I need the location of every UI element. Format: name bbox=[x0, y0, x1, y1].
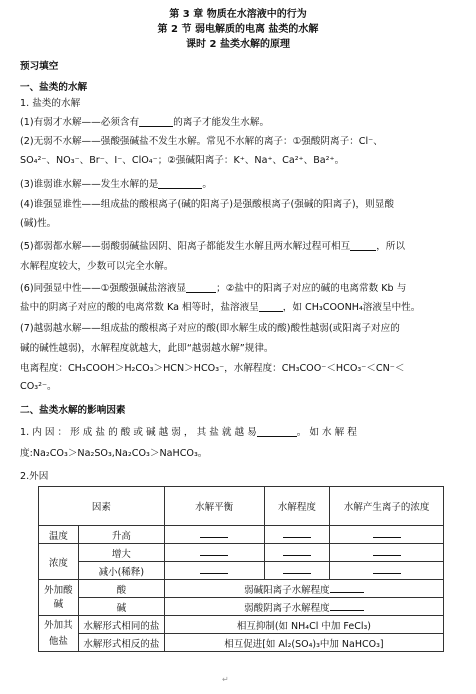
col-header-ion-conc: 水解产生离子的浓度 bbox=[330, 487, 444, 526]
ionization-order-cont: CO₃²⁻。 bbox=[20, 381, 57, 392]
fill-blank[interactable] bbox=[373, 564, 401, 574]
fill-blank[interactable] bbox=[373, 546, 401, 556]
internal-factor-cont: 度:Na₂CO₃＞Na₂SO₃,Na₂CO₃＞NaHCO₃。 bbox=[20, 448, 208, 459]
fill-blank[interactable] bbox=[350, 240, 376, 251]
fill-blank[interactable] bbox=[200, 564, 228, 574]
fill-blank[interactable] bbox=[186, 282, 216, 293]
rule-1: (1)有弱才水解——必须含有 的离子才能发生水解。 bbox=[20, 117, 270, 128]
condition-dilute: 减小(稀释) bbox=[78, 562, 164, 580]
fill-blank[interactable] bbox=[200, 528, 228, 538]
fill-blank[interactable] bbox=[330, 601, 364, 611]
factor-concentration: 浓度 bbox=[39, 544, 79, 580]
rule-3: (3)谁弱谁水解——发生水解的是 。 bbox=[20, 179, 212, 190]
rule-4-cont: (碱)性。 bbox=[20, 218, 57, 229]
table-row bbox=[39, 580, 444, 598]
fill-blank[interactable] bbox=[257, 426, 297, 437]
table-row bbox=[39, 544, 444, 562]
condition-same-salt: 水解形式相同的盐 bbox=[78, 616, 164, 634]
condition-base: 碱 bbox=[78, 598, 164, 616]
fill-blank[interactable] bbox=[139, 116, 173, 127]
paragraph-mark: ↵ bbox=[222, 675, 229, 684]
fill-blank[interactable] bbox=[283, 528, 311, 538]
table-header-row bbox=[39, 487, 444, 526]
col-header-degree: 水解程度 bbox=[264, 487, 330, 526]
same-salt-effect: 相互抑制(如 NH₄Cl 中加 FeCl₃) bbox=[164, 616, 443, 634]
fill-blank[interactable] bbox=[259, 301, 283, 312]
factor-other-salt: 外加其他盐 bbox=[39, 616, 79, 652]
col-header-equilibrium: 水解平衡 bbox=[164, 487, 264, 526]
fill-blank[interactable] bbox=[373, 528, 401, 538]
section1-heading: 一、盐类的水解 bbox=[20, 82, 88, 93]
table-row bbox=[39, 598, 444, 616]
condition-increase: 增大 bbox=[78, 544, 164, 562]
rule-5-cont: 水解程度较大，少数可以完全水解。 bbox=[20, 261, 174, 272]
rule-4: (4)谁强显谁性——组成盐的酸根离子(碱的阳离子)是强酸根离子(强碱的阳离子)，则显酸 bbox=[20, 199, 394, 210]
table-row bbox=[39, 526, 444, 544]
external-factor-label: 2.外因 bbox=[20, 471, 49, 482]
table-row bbox=[39, 616, 444, 634]
section1-subheading: 1. 盐类的水解 bbox=[20, 98, 81, 109]
section2-heading: 二、盐类水解的影响因素 bbox=[20, 405, 126, 416]
fill-blank[interactable] bbox=[200, 546, 228, 556]
rule-2-cont: SO₄²⁻、NO₃⁻、Br⁻、I⁻、ClO₄⁻；②强碱阳离子：K⁺、Na⁺、Ca²⁺、Ba²⁺。 bbox=[20, 155, 345, 166]
factor-acid-base: 外加酸碱 bbox=[39, 580, 79, 616]
rule-2: (2)无弱不水解——强酸强碱盐不发生水解。常见不水解的离子：①强酸阴离子：Cl⁻、 bbox=[20, 136, 383, 147]
condition-raise: 升高 bbox=[78, 526, 164, 544]
table-row bbox=[39, 562, 444, 580]
rule-5: (5)都弱都水解——弱酸弱碱盐因阴、阳离子都能发生水解且两水解过程可相互 ，所以 bbox=[20, 241, 405, 252]
chapter-title: 第 3 章 物质在水溶液中的行为 bbox=[169, 9, 307, 20]
fill-blank[interactable] bbox=[283, 546, 311, 556]
lesson-title: 课时 2 盐类水解的原理 bbox=[186, 39, 290, 50]
condition-acid: 酸 bbox=[78, 580, 164, 598]
internal-factor: 1. 内 因 ： 形 成 盐 的 酸 或 碱 越 弱 ， 其 盐 就 越 易 。 如 水 解 程 bbox=[20, 427, 357, 438]
opposite-salt-effect: 相互促进[如 Al₂(SO₄)₃中加 NaHCO₃] bbox=[164, 634, 443, 652]
rule-7-cont: 碱的碱性越弱)，水解程度就越大，此即“越弱越水解”规律。 bbox=[20, 343, 274, 354]
col-header-factor: 因素 bbox=[39, 487, 165, 526]
factor-temperature: 温度 bbox=[39, 526, 79, 544]
base-effect: 弱酸阴离子水解程度 bbox=[164, 598, 443, 616]
table-row bbox=[39, 634, 444, 652]
fill-blank[interactable] bbox=[283, 564, 311, 574]
fill-blank[interactable] bbox=[158, 178, 202, 189]
ionization-order: 电离程度：CH₃COOH＞H₂CO₃＞HCN＞HCO₃⁻，水解程度：CH₃COO⁻＜HCO₃⁻＜CN⁻＜ bbox=[20, 363, 405, 374]
section-title: 第 2 节 弱电解质的电离 盐类的水解 bbox=[157, 24, 319, 35]
rule-6: (6)同强显中性——①强酸强碱盐溶液显 ；②盐中的阳离子对应的碱的电离常数 Kb 与 bbox=[20, 283, 407, 294]
acid-effect: 弱碱阳离子水解程度 bbox=[164, 580, 443, 598]
condition-opposite-salt: 水解形式相反的盐 bbox=[78, 634, 164, 652]
fill-blank[interactable] bbox=[330, 583, 364, 593]
rule-6-cont: 盐中的阴离子对应的酸的电离常数 Ka 相等时，盐溶液呈 ，如 CH₃COONH₄溶液呈中性。 bbox=[20, 302, 421, 313]
preview-heading: 预习填空 bbox=[20, 61, 59, 72]
factors-table bbox=[38, 486, 444, 652]
rule-7: (7)越弱越水解——组成盐的酸根离子对应的酸(即水解生成的酸)酸性越弱(或阳离子对应的 bbox=[20, 323, 400, 334]
